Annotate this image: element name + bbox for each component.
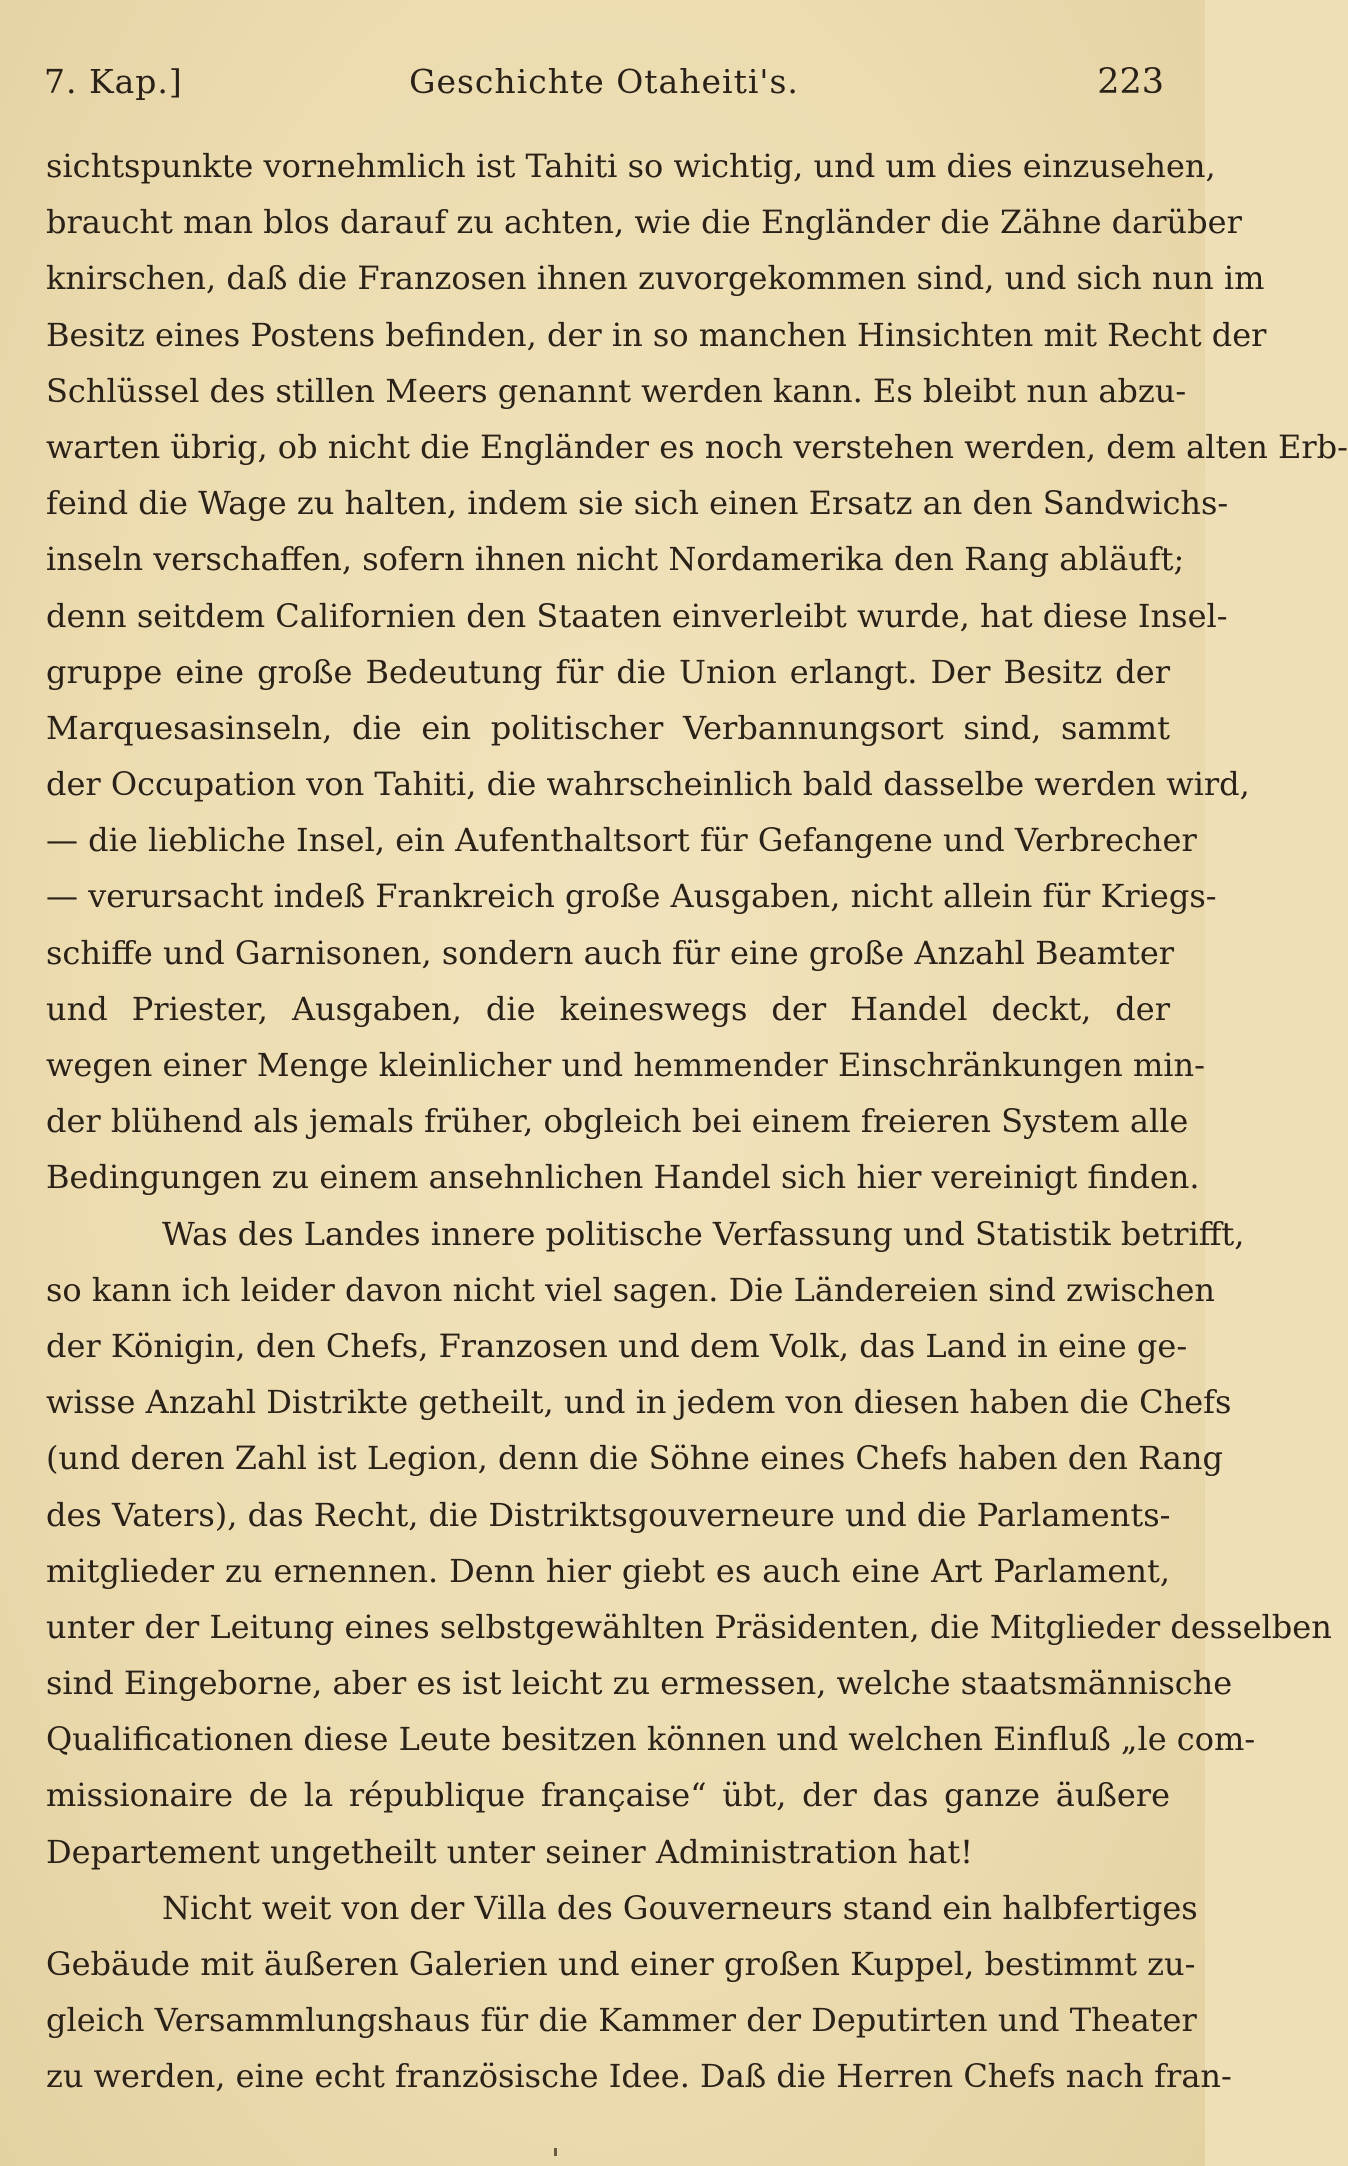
text-line: Departement ungetheilt unter seiner Administration hat! <box>46 1832 974 1871</box>
text-line: sind Eingeborne, aber es ist leicht zu ermessen, welche staatsmännische <box>46 1664 1233 1703</box>
text-line: Qualificationen diese Leute besitzen können und welchen Einfluß „le com- <box>46 1720 1256 1759</box>
text-line: der blühend als jemals früher, obgleich bei einem freieren System alle <box>46 1102 1189 1141</box>
text-line: feind die Wage zu halten, indem sie sich einen Ersatz an den Sandwichs- <box>46 484 1229 523</box>
text-line: der Königin, den Chefs, Franzosen und dem Volk, das Land in eine ge- <box>46 1326 1188 1365</box>
text-line: Was des Landes innere politische Verfassung und Statistik betrifft, <box>162 1214 1245 1253</box>
running-header <box>44 62 1164 114</box>
text-line: so kann ich leider davon nicht viel sagen. Die Ländereien sind zwischen <box>46 1270 1216 1309</box>
chapter-label: 7. Kap.] <box>44 62 183 101</box>
text-line: denn seitdem Californien den Staaten einverleibt wurde, hat diese Insel- <box>46 596 1228 635</box>
body-text <box>46 138 1348 2105</box>
text-line: Besitz eines Postens befinden, der in so manchen Hinsichten mit Recht der <box>46 315 1267 354</box>
text-line: wegen einer Menge kleinlicher und hemmender Einschränkungen min- <box>46 1046 1205 1084</box>
text-line: knirschen, daß die Franzosen ihnen zuvorgekommen sind, und sich nun im <box>46 259 1265 298</box>
text-line: warten übrig, ob nicht die Engländer es noch verstehen werden, dem alten Erb- <box>46 427 1348 466</box>
running-title: Geschichte Otaheiti's. <box>409 62 799 101</box>
text-line: (und deren Zahl ist Legion, denn die Söhne eines Chefs haben den Rang <box>46 1439 1223 1478</box>
text-line: inseln verschaffen, sofern ihnen nicht Nordamerika den Rang abläuft; <box>46 540 1185 579</box>
text-line: Gebäude mit äußeren Galerien und einer großen Kuppel, bestimmt zu- <box>46 1945 1196 1983</box>
text-line: mitglieder zu ernennen. Denn hier giebt es auch eine Art Parlament, <box>46 1551 1170 1590</box>
page-number: 223 <box>1097 62 1164 102</box>
text-line: Schlüssel des stillen Meers genannt werden kann. Es bleibt nun abzu- <box>46 371 1187 410</box>
print-mark <box>554 2148 557 2156</box>
text-line: der Occupation von Tahiti, die wahrscheinlich bald dasselbe werden wird, <box>46 765 1250 804</box>
text-line: gruppe eine große Bedeutung für die Union erlangt. Der Besitz der <box>46 652 1170 691</box>
text-line: — verursacht indeß Frankreich große Ausgaben, nicht allein für Kriegs- <box>46 877 1217 916</box>
text-line: wisse Anzahl Distrikte getheilt, und in jedem von diesen haben die Chefs <box>46 1383 1232 1422</box>
text-line: und Priester, Ausgaben, die keineswegs der Handel deckt, der <box>46 989 1170 1028</box>
text-line: unter der Leitung eines selbstgewählten Präsidenten, die Mitglieder desselben <box>46 1607 1332 1646</box>
text-line: zu werden, eine echt französische Idee. Daß die Herren Chefs nach fran- <box>46 2057 1232 2096</box>
text-line: des Vaters), das Recht, die Distriktsgouverneure und die Parlaments- <box>46 1495 1171 1534</box>
text-line: missionaire de la république française“ übt, der das ganze äußere <box>46 1776 1170 1815</box>
text-line: gleich Versammlungshaus für die Kammer der Deputirten und Theater <box>46 2001 1197 2040</box>
text-line: Marquesasinseln, die ein politischer Verbannungsort sind, sammt <box>46 708 1170 747</box>
text-line: — die liebliche Insel, ein Aufenthaltsort für Gefangene und Verbrecher <box>46 821 1197 860</box>
text-line: Bedingungen zu einem ansehnlichen Handel sich hier vereinigt finden. <box>46 1158 1200 1197</box>
text-line: sichtspunkte vornehmlich ist Tahiti so wichtig, und um dies einzusehen, <box>46 147 1216 185</box>
text-line: schiffe und Garnisonen, sondern auch für eine große Anzahl Beamter <box>46 933 1175 972</box>
text-line: Nicht weit von der Villa des Gouverneurs stand ein halbfertiges <box>162 1888 1198 1927</box>
text-line: braucht man blos darauf zu achten, wie die Engländer die Zähne darüber <box>46 203 1242 242</box>
